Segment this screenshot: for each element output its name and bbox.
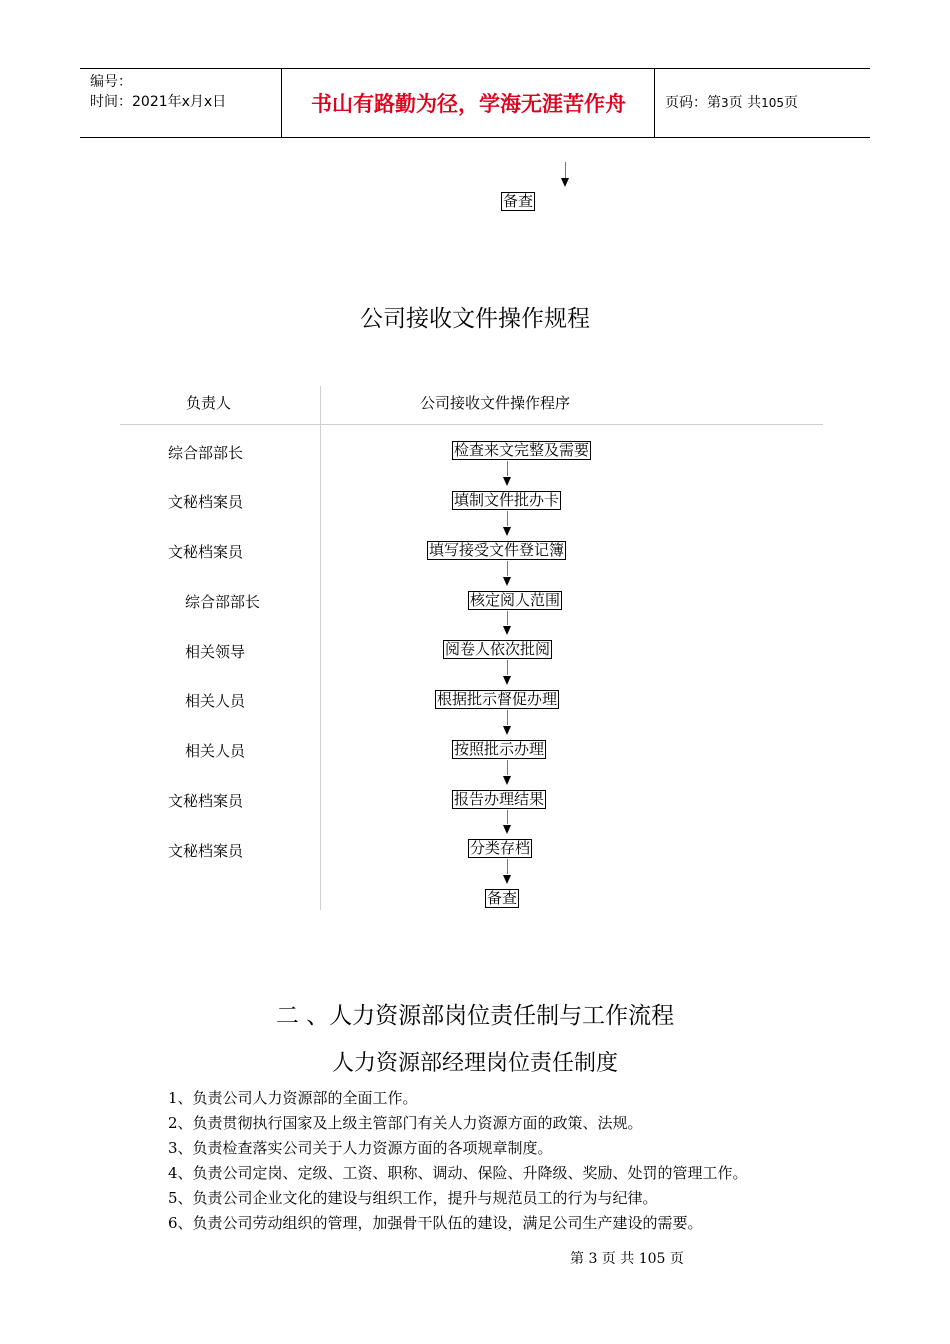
flow-step: 检查来文完整及需要 <box>454 441 590 459</box>
table-header-rule <box>120 424 823 425</box>
role-label: 文秘档案员 <box>168 792 244 810</box>
flow-step-end: 备查 <box>503 192 534 210</box>
flow-connector <box>507 810 508 824</box>
page-current: 3 <box>721 96 729 110</box>
header-motto: 书山有路勤为径，学海无涯苦作舟 <box>311 92 626 116</box>
header-page-info <box>665 92 798 112</box>
role-label: 文秘档案员 <box>168 493 244 511</box>
page-total: 105 <box>761 96 784 110</box>
role-label: 文秘档案员 <box>168 842 244 860</box>
flow-step: 填制文件批办卡 <box>454 491 560 509</box>
list-item: 3、负责检查落实公司关于人力资源方面的各项规章制度。 <box>168 1139 553 1157</box>
header-divider <box>654 69 655 137</box>
flow-connector <box>507 461 508 476</box>
role-label: 相关领导 <box>185 643 246 661</box>
header-meta <box>90 72 226 112</box>
flow-connector <box>507 760 508 775</box>
page-suffix: 页 <box>784 95 798 111</box>
arrow-down-icon <box>503 676 511 685</box>
arrow-down-icon <box>503 527 511 536</box>
flow-step: 分类存档 <box>470 839 531 857</box>
header-divider <box>281 69 282 137</box>
table-column-rule <box>320 386 321 910</box>
column-header-procedure: 公司接收文件操作程序 <box>420 394 571 412</box>
list-item: 5、负责公司企业文化的建设与组织工作，提升与规范员工的行为与纪律。 <box>168 1189 658 1207</box>
flow-connector <box>507 511 508 526</box>
flow-connector <box>565 162 566 178</box>
section-subtitle: 人力资源部经理岗位责任制度 <box>331 1051 618 1076</box>
section-title: 公司接收文件操作规程 <box>360 306 590 332</box>
flow-step: 核定阅人范围 <box>470 591 561 609</box>
list-item: 6、负责公司劳动组织的管理，加强骨干队伍的建设，满足公司生产建设的需要。 <box>168 1214 703 1232</box>
arrow-down-icon <box>561 178 569 187</box>
flow-step: 根据批示督促办理 <box>437 690 558 708</box>
flow-step-end: 备查 <box>487 889 518 907</box>
list-item: 2、负责贯彻执行国家及上级主管部门有关人力资源方面的政策、法规。 <box>168 1114 643 1132</box>
flow-connector <box>507 561 508 576</box>
page-footer: 第 3 页 共 105 页 <box>570 1251 684 1267</box>
role-label: 综合部部长 <box>168 444 244 462</box>
arrow-down-icon <box>503 626 511 635</box>
arrow-down-icon <box>503 477 511 486</box>
flow-step: 报告办理结果 <box>454 790 545 808</box>
role-label: 相关人员 <box>185 692 246 710</box>
page-mid: 页 共 <box>728 95 762 111</box>
arrow-down-icon <box>503 776 511 785</box>
flow-step: 阅卷人依次批阅 <box>445 640 551 658</box>
flow-connector <box>507 660 508 675</box>
flow-step: 按照批示办理 <box>454 740 545 758</box>
list-item: 1、负责公司人力资源部的全面工作。 <box>168 1089 418 1107</box>
flow-connector <box>507 611 508 625</box>
flow-step: 填写接受文件登记簿 <box>429 541 565 559</box>
list-item: 4、负责公司定岗、定级、工资、职称、调动、保险、升降级、奖励、处罚的管理工作。 <box>168 1164 748 1182</box>
role-label: 综合部部长 <box>185 593 261 611</box>
page-prefix: 页码：第 <box>665 95 721 111</box>
arrow-down-icon <box>503 577 511 586</box>
arrow-down-icon <box>503 825 511 834</box>
flow-connector <box>507 710 508 725</box>
arrow-down-icon <box>503 726 511 735</box>
role-label: 文秘档案员 <box>168 543 244 561</box>
date-label: 时间：2021年x月x日 <box>90 94 227 110</box>
number-label: 编号： <box>90 74 132 90</box>
flow-connector <box>507 859 508 874</box>
arrow-down-icon <box>503 875 511 884</box>
chapter-title: 二 、人力资源部岗位责任制与工作流程 <box>275 1003 675 1029</box>
role-label: 相关人员 <box>185 742 246 760</box>
column-header-responsible: 负责人 <box>186 394 232 412</box>
